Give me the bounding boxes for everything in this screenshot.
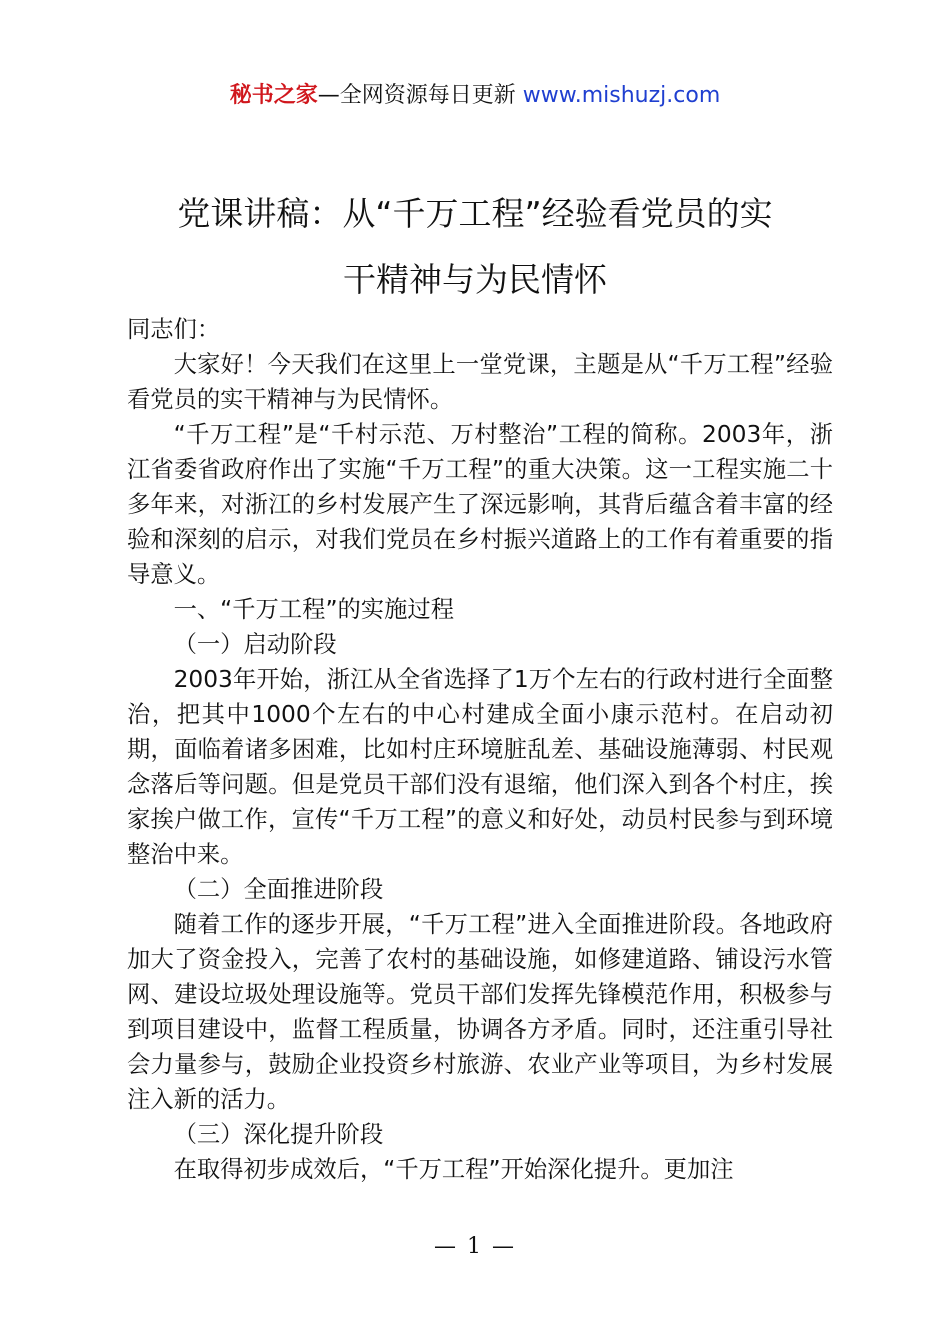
document-body bbox=[127, 312, 833, 1187]
site-tagline: —全网资源每日更新 bbox=[317, 83, 523, 108]
paragraph-intro: 大家好！今天我们在这里上一堂党课，主题是从“千万工程”经验看党员的实干精神与为民情怀。 bbox=[127, 351, 833, 413]
paragraph-advance-stage: 随着工作的逐步开展，“千万工程”进入全面推进阶段。各地政府加大了资金投入，完善了农村的基础设施，如修建道路、铺设污水管网、建设垃圾处理设施等。党员干部们发挥先锋模范作用，积极参与到项目建设中，监督工程质量，协调各方矛盾。同时，还注重引导社会力量参与，鼓励企业投资乡村旅游、农业产业等项目，为乡村发展注入新的活力。 bbox=[127, 911, 833, 1113]
subsection-heading-2: （二）全面推进阶段 bbox=[173, 876, 384, 903]
site-header bbox=[0, 80, 950, 112]
salutation: 同志们： bbox=[127, 316, 221, 343]
site-brand: 秘书之家 bbox=[229, 83, 318, 108]
paragraph-deepen-stage: 在取得初步成效后，“千万工程”开始深化提升。更加注 bbox=[173, 1156, 734, 1183]
page-number: — 1 — bbox=[434, 1234, 516, 1259]
document-title-line-1: 党课讲稿：从“千万工程”经验看党员的实 bbox=[177, 194, 773, 233]
subsection-heading-1: （一）启动阶段 bbox=[173, 631, 337, 658]
subsection-heading-3: （三）深化提升阶段 bbox=[173, 1121, 384, 1148]
paragraph-launch-stage: 2003年开始，浙江从全省选择了1万个左右的行政村进行全面整治，把其中1000个左右的中心村建成全面小康示范村。在启动初期，面临着诸多困难，比如村庄环境脏乱差、基础设施薄弱、村民观念落后等问题。但是党员干部们没有退缩，他们深入到各个村庄，挨家挨户做工作，宣传“千万工程”的意义和好处，动员村民参与到环境整治中来。 bbox=[127, 666, 833, 868]
site-url-link[interactable]: www.mishuzj.com bbox=[522, 83, 721, 108]
section-heading-1: 一、“千万工程”的实施过程 bbox=[173, 596, 454, 623]
document-title-line-2: 干精神与为民情怀 bbox=[343, 260, 607, 299]
paragraph-background: “千万工程”是“千村示范、万村整治”工程的简称。2003年，浙江省委省政府作出了实施“千万工程”的重大决策。这一工程实施二十多年来，对浙江的乡村发展产生了深远影响，其背后蕴含着丰富的经验和深刻的启示，对我们党员在乡村振兴道路上的工作有着重要的指导意义。 bbox=[127, 421, 833, 588]
